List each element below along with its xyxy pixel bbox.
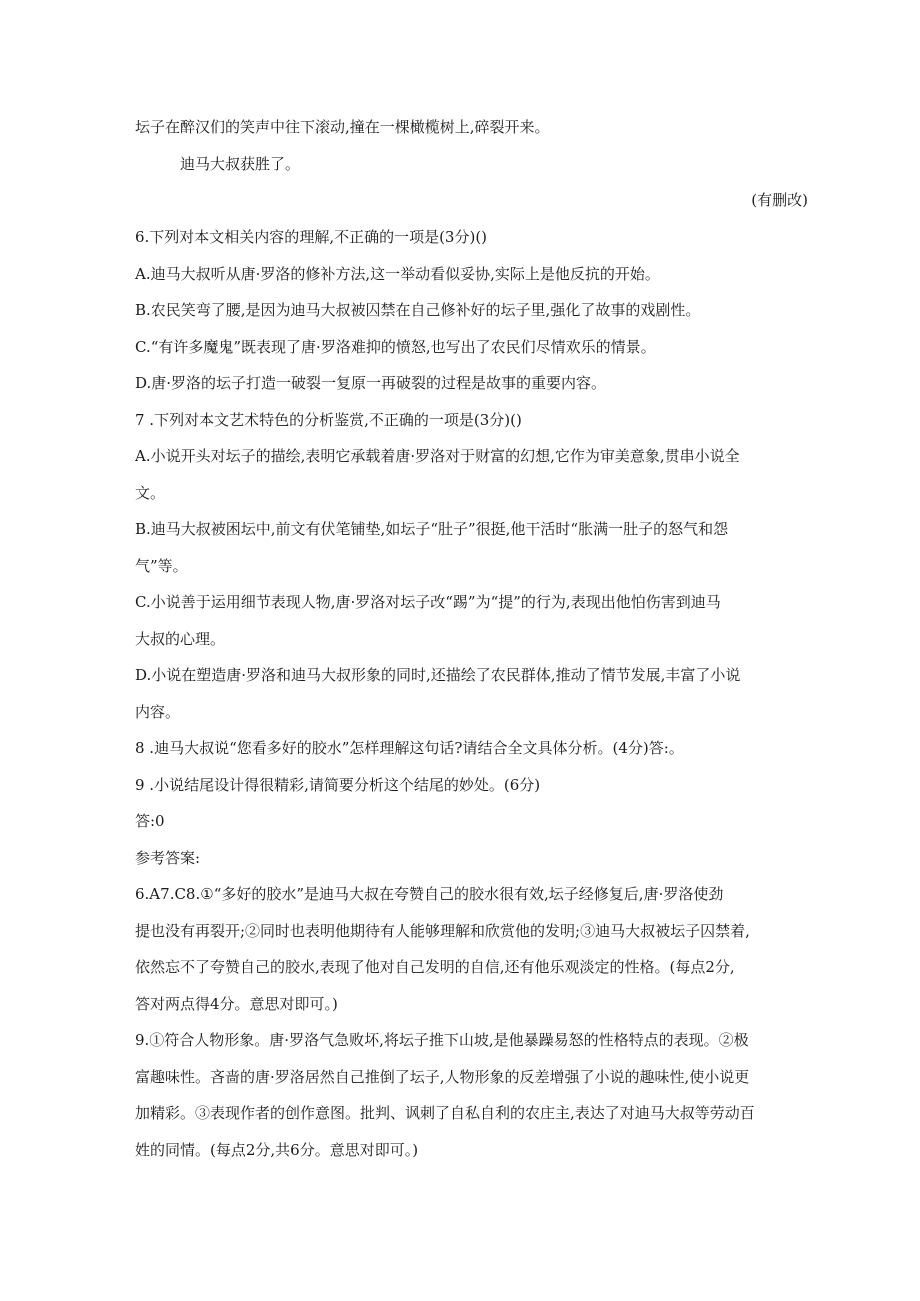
answers-heading: 参考答案: <box>135 849 201 867</box>
question-6-option-a: A.迪马大叔听从唐·罗洛的修补方法,这一举动看似妥协,实际上是他反抗的开始。 <box>135 265 660 283</box>
question-7-option-a-cont: 文。 <box>135 484 166 502</box>
edit-note: (有删改) <box>751 191 808 209</box>
answer-line: 提也没有再裂开;②同时也表明他期待有人能够理解和欣赏他的发明;③迪马大叔被坛子囚禁着, <box>135 922 750 940</box>
question-7-option-b: B.迪马大叔被困坛中,前文有伏笔铺垫,如坛子“肚子”很挺,他干活时“胀满一肚子的怒气和怨 <box>135 520 729 538</box>
question-6-option-b: B.农民笑弯了腰,是因为迪马大叔被囚禁在自己修补好的坛子里,强化了故事的戏剧性。 <box>135 301 701 319</box>
answer-line: 答对两点得4分。意思对即可。) <box>135 995 338 1013</box>
question-6-stem: 6.下列对本文相关内容的理解,不正确的一项是(3分)() <box>135 228 488 246</box>
question-6-option-c: C.“有许多魔鬼”既表现了唐·罗洛难抑的愤怒,也写出了农民们尽情欢乐的情景。 <box>135 338 656 356</box>
question-9-answer: 答:0 <box>135 812 165 830</box>
question-6-option-d: D.唐·罗洛的坛子打造一破裂一复原一再破裂的过程是故事的重要内容。 <box>135 374 607 392</box>
question-7-option-b-cont: 气”等。 <box>135 557 188 575</box>
question-7-stem: 7 .下列对本文艺术特色的分析鉴赏,不正确的一项是(3分)() <box>135 411 522 429</box>
passage-line: 迪马大叔获胜了。 <box>180 155 301 173</box>
answer-line: 姓的同情。(每点2分,共6分。意思对即可。) <box>135 1141 419 1159</box>
question-7-option-c: C.小说善于运用细节表现人物,唐·罗洛对坛子改“踢”为“提”的行为,表现出他怕伤害到迪马 <box>135 593 721 611</box>
answer-line: 加精彩。③表现作者的创作意图。批判、讽刺了自私自利的农庄主,表达了对迪马大叔等劳动百 <box>135 1104 755 1122</box>
answer-line: 9.①符合人物形象。唐·罗洛气急败坏,将坛子推下山坡,是他暴躁易怒的性格特点的表现。②极 <box>135 1031 749 1049</box>
question-9-stem: 9 .小说结尾设计得很精彩,请简要分析这个结尾的妙处。(6分) <box>135 776 541 794</box>
passage-line: 坛子在醉汉们的笑声中往下滚动,撞在一棵橄榄树上,碎裂开来。 <box>135 118 550 136</box>
question-7-option-a: A.小说开头对坛子的描绘,表明它承载着唐·罗洛对于财富的幻想,它作为审美意象,贯串小说全 <box>135 447 740 465</box>
answer-line: 6.A7.C8.①“多好的胶水”是迪马大叔在夸赞自己的胶水很有效,坛子经修复后,唐·罗洛使劲 <box>135 885 724 903</box>
question-7-option-d: D.小说在塑造唐·罗洛和迪马大叔形象的同时,还描绘了农民群体,推动了情节发展,丰富了小说 <box>135 666 741 684</box>
answer-line: 依然忘不了夸赞自己的胶水,表现了他对自己发明的自信,还有他乐观淡定的性格。(每点2分, <box>135 958 735 976</box>
question-7-option-c-cont: 大叔的心理。 <box>135 630 226 648</box>
question-8-stem: 8 .迪马大叔说“您看多好的胶水”怎样理解这句话?请结合全文具体分析。(4分)答:。 <box>135 739 684 757</box>
question-7-option-d-cont: 内容。 <box>135 703 181 721</box>
answer-line: 富趣味性。吝啬的唐·罗洛居然自己推倒了坛子,人物形象的反差增强了小说的趣味性,使小说更 <box>135 1068 750 1086</box>
